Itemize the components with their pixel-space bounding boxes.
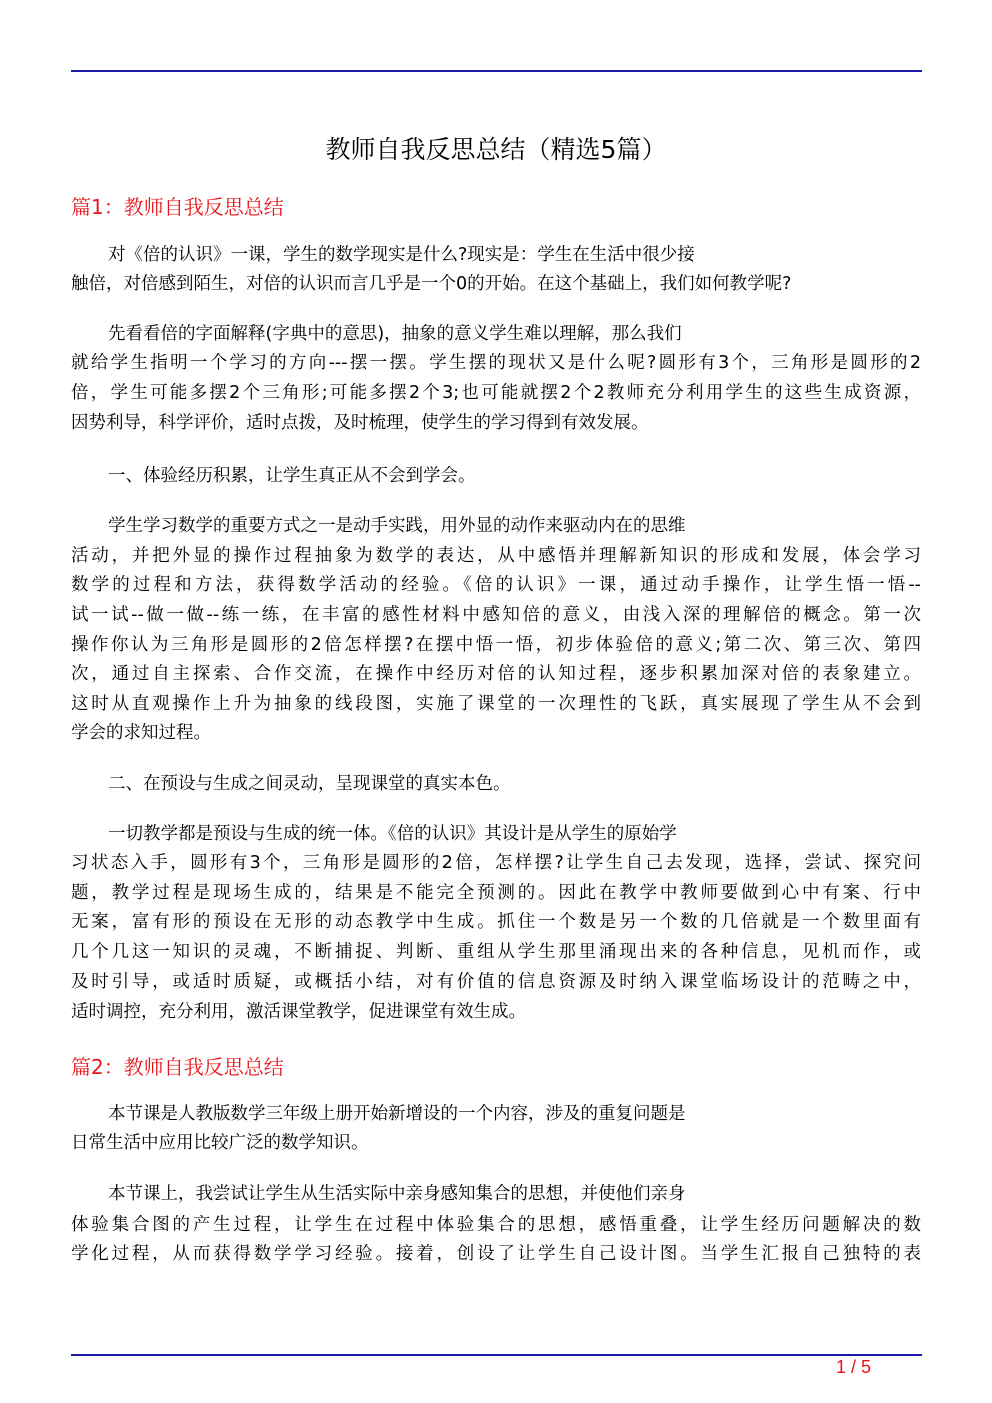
paragraph-line: 这时从直观操作上升为抽象的线段图，实施了课堂的一次理性的飞跃，真实展现了学生从不会到 [71,694,921,714]
paragraph-line: 及时引导，或适时质疑，或概括小结，对有价值的信息资源及时纳入课堂临场设计的范畴之中， [71,972,921,992]
section-heading: 篇1：教师自我反思总结 [71,195,284,219]
paragraph-line: 日常生活中应用比较广泛的数学知识。 [71,1133,369,1153]
section-heading: 篇2：教师自我反思总结 [71,1055,284,1079]
paragraph-line: 一、体验经历积累，让学生真正从不会到学会。 [108,466,476,486]
paragraph-line: 一切教学都是预设与生成的统一体。《倍的认识》其设计是从学生的原始学 [108,824,677,844]
paragraph-line: 适时调控，充分利用，激活课堂教学，促进课堂有效生成。 [71,1002,526,1022]
paragraph-line: 题，教学过程是现场生成的，结果是不能完全预测的。因此在教学中教师要做到心中有案、行中 [71,883,921,903]
paragraph-line: 试一试--做一做--练一练，在丰富的感性材料中感知倍的意义，由浅入深的理解倍的概念。第一次 [71,605,921,625]
paragraph-line: 倍，学生可能多摆2个三角形;可能多摆2个3;也可能就摆2个2教师充分利用学生的这些生成资源， [71,383,921,403]
page-number: 1 / 5 [836,1357,872,1377]
paragraph-line: 二、在预设与生成之间灵动，呈现课堂的真实本色。 [108,774,511,794]
document-title: 教师自我反思总结（精选5篇） [325,135,667,164]
paragraph-line: 因势利导，科学评价，适时点拨，及时梳理，使学生的学习得到有效发展。 [71,413,649,433]
header-rule [71,70,922,72]
footer-rule [71,1354,922,1356]
paragraph-line: 无案，富有形的预设在无形的动态教学中生成。抓住一个数是另一个数的几倍就是一个数里面有 [71,912,921,932]
paragraph-line: 操作你认为三角形是圆形的2倍怎样摆?在摆中悟一悟，初步体验倍的意义;第二次、第三次、第四 [71,635,921,655]
paragraph-line: 学会的求知过程。 [71,723,211,743]
paragraph-line: 习状态入手，圆形有3个，三角形是圆形的2倍，怎样摆?让学生自己去发现，选择，尝试、探究问 [71,853,921,873]
paragraph-line: 体验集合图的产生过程，让学生在过程中体验集合的思想，感悟重叠，让学生经历问题解决的数 [71,1215,921,1235]
paragraph-line: 活动，并把外显的操作过程抽象为数学的表达，从中感悟并理解新知识的形成和发展，体会学习 [71,546,921,566]
paragraph-line: 学化过程，从而获得数学学习经验。接着，创设了让学生自己设计图。当学生汇报自己独特的表 [71,1244,921,1264]
paragraph-line: 学生学习数学的重要方式之一是动手实践，用外显的动作来驱动内在的思维 [108,516,686,536]
paragraph-line: 次，通过自主探索、合作交流，在操作中经历对倍的认知过程，逐步积累加深对倍的表象建立。 [71,664,921,684]
paragraph-line: 几个几这一知识的灵魂，不断捕捉、判断、重组从学生那里涌现出来的各种信息，见机而作，或 [71,942,921,962]
paragraph-line: 本节课是人教版数学三年级上册开始新增设的一个内容，涉及的重复问题是 [108,1104,686,1124]
paragraph-line: 先看看倍的字面解释(字典中的意思)，抽象的意义学生难以理解，那么我们 [108,324,682,344]
paragraph-line: 数学的过程和方法，获得数学活动的经验。《倍的认识》一课，通过动手操作，让学生悟一悟-- [71,575,921,595]
paragraph-line: 就给学生指明一个学习的方向---摆一摆。学生摆的现状又是什么呢?圆形有3个，三角形是圆形的2 [71,353,921,373]
paragraph-line: 对《倍的认识》一课，学生的数学现实是什么?现实是：学生在生活中很少接 [108,245,695,265]
paragraph-line: 本节课上，我尝试让学生从生活实际中亲身感知集合的思想，并使他们亲身 [108,1184,686,1204]
paragraph-line: 触倍，对倍感到陌生，对倍的认识而言几乎是一个0的开始。在这个基础上，我们如何教学呢? [71,274,792,294]
